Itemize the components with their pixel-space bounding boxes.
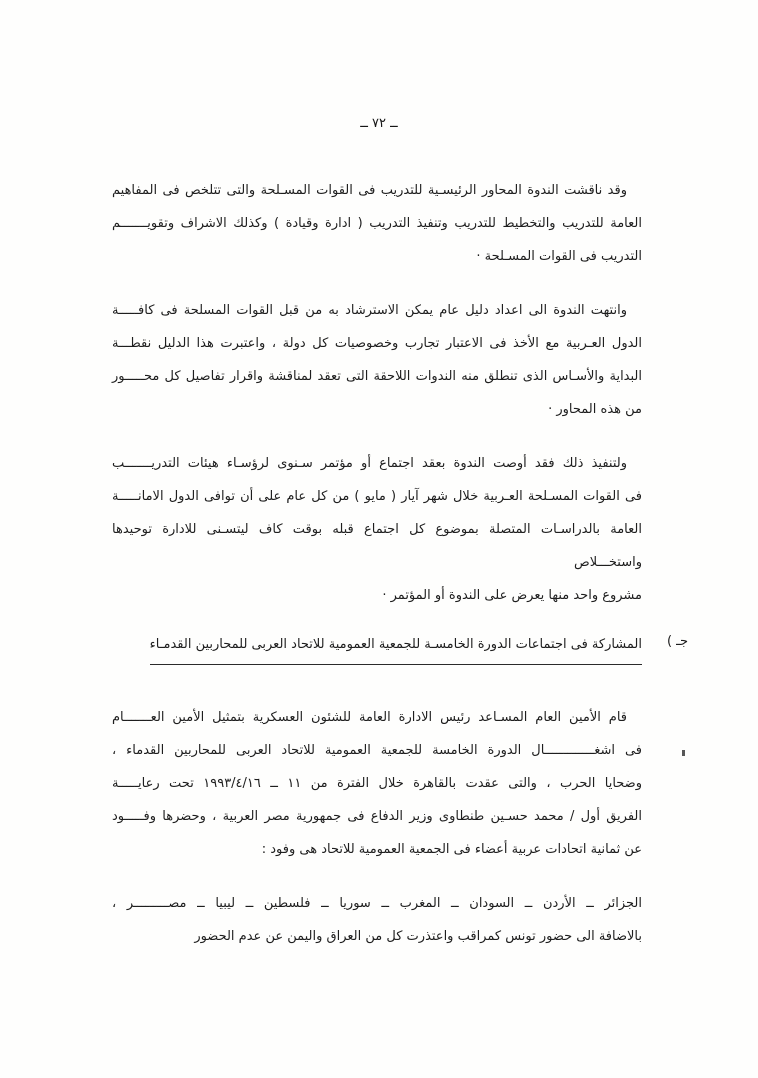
paragraph-line: من هذه المحاور · [548, 402, 642, 417]
document-body [112, 174, 688, 974]
page-number: ــ ٧٢ ــ [360, 116, 398, 131]
paragraph-line: التدريب فى القوات المسـلحة · [476, 249, 642, 264]
paragraph-line: الدول العـربية مع الأخذ فى الاعتبار تجارب وخصوصيات كل دولة ، واعتبرت هذا الدليل نقطـــة [112, 336, 642, 351]
paragraph-line: الجزائر ــ الأردن ــ السودان ــ المغرب ــ سوريا ــ فلسطين ــ ليبيا ــ مصـــــــــر ، [112, 896, 642, 911]
paragraph-line: بالاضافة الى حضور تونس كمراقب واعتذرت كل من العراق واليمن عن عدم الحضور [194, 929, 642, 944]
paragraph-line: قام الأمين العام المسـاعد رئيس الادارة العامة للشئون العسكرية بتمثيل الأمين العـــــــام [112, 710, 627, 725]
paragraph [112, 887, 642, 953]
paragraph-line: فى القوات المسـلحة العـربية خلال شهر آيار ( مايو ) من كل عام على أن توافى الدول الامانـــــة [112, 489, 642, 504]
paragraph [112, 294, 642, 426]
paragraph-line: وانتهت الندوة الى اعداد دليل عام يمكن الاسترشاد به من قبل القوات المسلحة فى كافـــــة [112, 303, 627, 318]
paragraph-line: ولتنفيذ ذلك فقد أوصت الندوة بعقد اجتماع أو مؤتمر سـنوى لرؤسـاء هيئات التدريـــــــب [112, 456, 627, 471]
paragraph-line: وضحايا الحرب ، والتى عقدت بالقاهرة خلال الفترة من ١١ ــ ١٩٩٣/٤/١٦ تحت رعايـــــة [112, 776, 642, 791]
paragraph-line: فى اشغـــــــــــــال الدورة الخامسة للجمعية العمومية للاتحاد العربى للمحاربين القدماء ، [112, 743, 642, 758]
paragraph [112, 447, 642, 612]
paragraph-line: الفريق أول / محمد حسـين طنطاوى وزير الدفاع فى جمهورية مصر العربية ، وحضرها وفـــــود [112, 809, 642, 824]
section-heading [112, 633, 688, 665]
paragraph-line: البداية والأسـاس الذى تنطلق منه الندوات اللاحقة التى تعقد لمناقشة واقرار تفاصيل كل محـــــور [112, 369, 642, 384]
scan-artifact-speck [682, 750, 685, 756]
paragraph-line: العامة للتدريب والتخطيط للتدريب وتنفيذ التدريب ( ادارة وقيادة ) وكذلك الاشراف وتقويـــــــم [112, 216, 642, 231]
section-heading-text: المشاركة فى اجتماعات الدورة الخامسـة للجمعية العمومية للاتحاد العربى للمحاربين القدمـاء [150, 635, 642, 665]
paragraph [112, 701, 642, 866]
paragraph-line: وقد ناقشت الندوة المحاور الرئيسـية للتدريب فى القوات المسـلحة والتى تتلخص فى المفاهيم [112, 183, 627, 198]
paragraph-line: العامة بالدراسـات المتصلة بموضوع كل اجتماع قبله بوقت كاف ليتسـنى للادارة توحيدها واستخـــلاص [112, 522, 642, 570]
paragraph [112, 174, 642, 273]
section-marker: جـ ) [666, 634, 688, 649]
paragraph-line: عن ثمانية اتحادات عربية أعضاء فى الجمعية العمومية للاتحاد هى وفود : [261, 842, 642, 857]
paragraph-line: مشروع واحد منها يعرض على الندوة أو المؤتمر · [382, 588, 642, 603]
